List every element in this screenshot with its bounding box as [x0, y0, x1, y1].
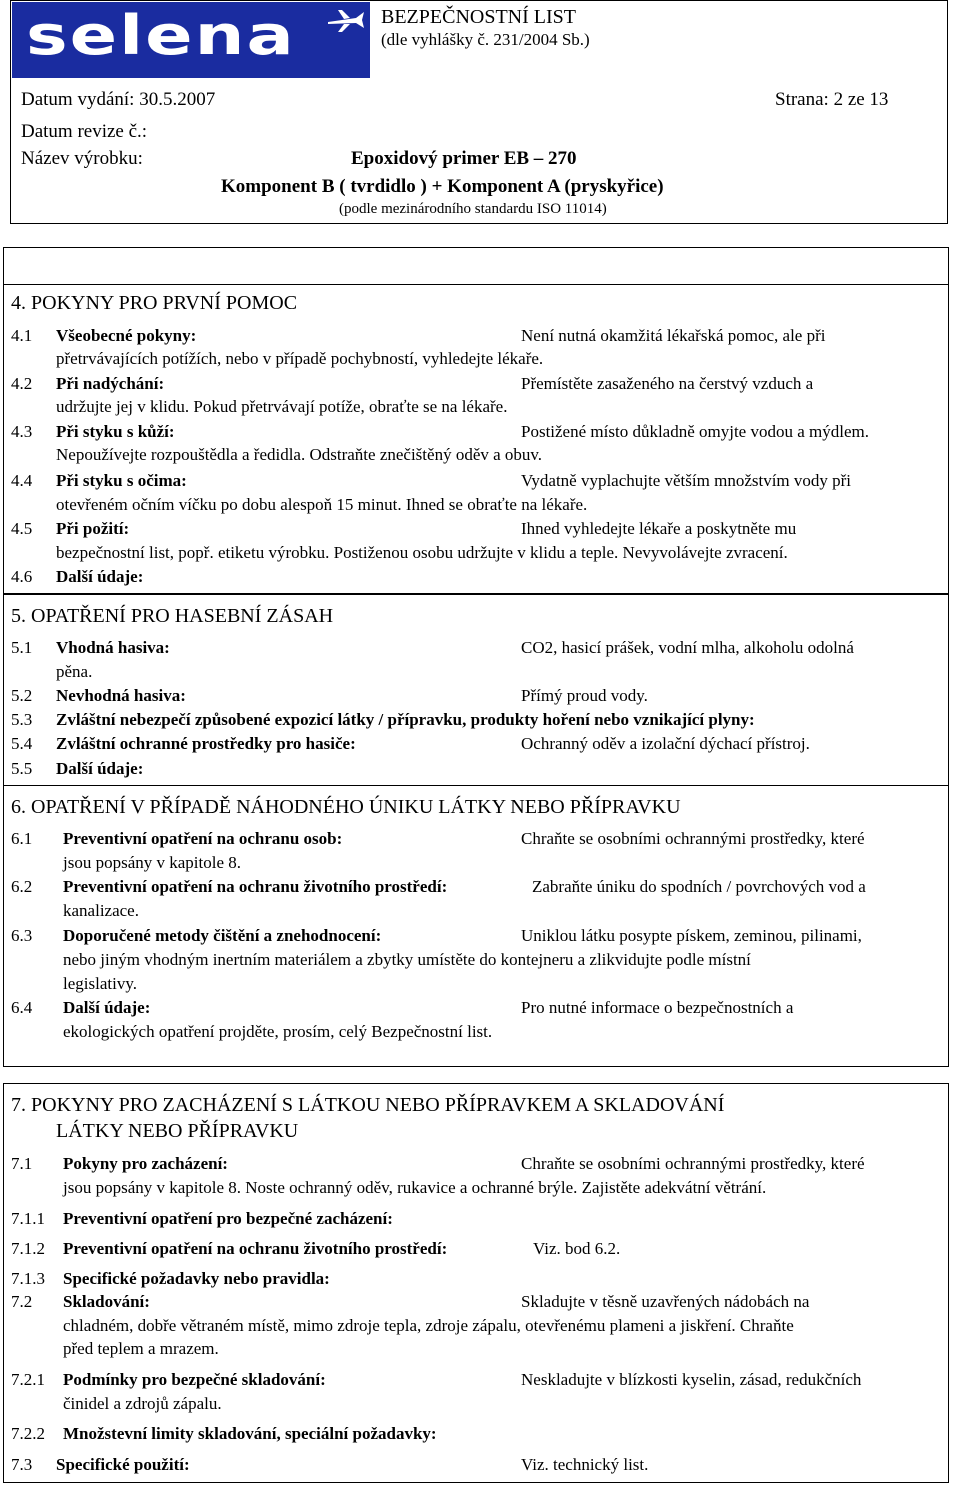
item-label: Při požití:: [56, 519, 130, 538]
item-value: Nepoužívejte rozpouštědla a ředidla. Odstraňte znečištěný oděv a obuv.: [56, 445, 543, 464]
item-value: jsou popsány v kapitole 8.: [63, 853, 242, 872]
item-label: Při styku s očima:: [56, 471, 187, 490]
item-value: Přemístěte zasaženého na čerstvý vzduch a: [521, 374, 814, 393]
item-label: Při styku s kůží:: [56, 422, 175, 441]
item-label: Další údaje:: [63, 998, 151, 1017]
item-value: legislativy.: [63, 974, 137, 993]
item-number: 7.1: [11, 1154, 33, 1173]
item-value: jsou popsány v kapitole 8. Noste ochranný oděv, rukavice a ochranné brýle. Zajistěte adekvátní větrání.: [63, 1178, 767, 1197]
item-label: Všeobecné pokyny:: [56, 326, 197, 345]
item-number: 5.4: [11, 734, 33, 753]
standard-note: (podle mezinárodního standardu ISO 11014): [339, 201, 607, 217]
item-value: Zabraňte úniku do spodních / povrchových vod a: [532, 877, 866, 896]
item-label: Specifické požadavky nebo pravidla:: [63, 1269, 330, 1288]
item-value: bezpečnostní list, popř. etiketu výrobku. Postiženou osobu udržujte v klidu a teple. Nevyvolávejte zvracení.: [56, 543, 788, 562]
airplane-icon: [326, 8, 366, 34]
item-value: Ochranný oděv a izolační dýchací přístroj.: [521, 734, 810, 753]
document-header: [10, 0, 948, 224]
item-number: 4.1: [11, 326, 33, 345]
item-value: otevřeném očním víčku po dobu alespoň 15 minut. Ihned se obraťte na lékaře.: [56, 495, 588, 514]
item-value: Postižené místo důkladně omyjte vodou a mýdlem.: [521, 422, 869, 441]
item-value: Pro nutné informace o bezpečnostních a: [521, 998, 794, 1017]
item-label: Při nadýchání:: [56, 374, 165, 393]
item-value: Uniklou látku posypte pískem, zeminou, pilinami,: [521, 926, 862, 945]
item-label: Nevhodná hasiva:: [56, 686, 186, 705]
item-number: 5.1: [11, 638, 33, 657]
item-value: ekologických opatření projděte, prosím, celý Bezpečnostní list.: [63, 1022, 493, 1041]
item-value: činidel a zdrojů zápalu.: [63, 1394, 222, 1413]
logo-text: selena: [26, 3, 296, 68]
item-label: Další údaje:: [56, 759, 144, 778]
doc-title: BEZPEČNOSTNÍ LIST: [381, 6, 576, 28]
section-6-title: 6. OPATŘENÍ V PŘÍPADĚ NÁHODNÉHO ÚNIKU LÁTKY NEBO PŘÍPRAVKU: [11, 796, 681, 818]
item-value: kanalizace.: [63, 901, 139, 920]
item-value: CO2, hasicí prášek, vodní mlha, alkoholu odolná: [521, 638, 854, 657]
item-value: Viz. technický list.: [521, 1455, 649, 1474]
section-7-title: 7. POKYNY PRO ZACHÁZENÍ S LÁTKOU NEBO PŘÍPRAVKEM A SKLADOVÁNÍ: [11, 1094, 725, 1116]
item-number: 5.3: [11, 710, 33, 729]
item-number: 5.5: [11, 759, 33, 778]
item-value: Přímý proud vody.: [521, 686, 648, 705]
item-label: Skladování:: [63, 1292, 150, 1311]
item-value: nebo jiným vhodným inertním materiálem a zbytky umístěte do kontejneru a zlikvidujte podle místní: [63, 950, 751, 969]
item-number: 7.2: [11, 1292, 33, 1311]
item-label: Preventivní opatření na ochranu osob:: [63, 829, 343, 848]
item-number: 6.2: [11, 877, 33, 896]
section-5-title: 5. OPATŘENÍ PRO HASEBNÍ ZÁSAH: [11, 605, 334, 627]
item-number: 7.1.2: [11, 1239, 45, 1258]
item-label: Pokyny pro zacházení:: [63, 1154, 228, 1173]
item-number: 4.3: [11, 422, 33, 441]
item-label: Vhodná hasiva:: [56, 638, 170, 657]
item-value: Viz. bod 6.2.: [533, 1239, 621, 1258]
item-value: Chraňte se osobními ochrannými prostředky, které: [521, 1154, 865, 1173]
item-value: před teplem a mrazem.: [63, 1339, 219, 1358]
item-value: udržujte jej v klidu. Pokud přetrvávají potíže, obraťte se na lékaře.: [56, 397, 508, 416]
item-number: 7.3: [11, 1455, 33, 1474]
item-number: 6.3: [11, 926, 33, 945]
item-label: Specifické použití:: [56, 1455, 190, 1474]
issue-date: Datum vydání: 30.5.2007: [21, 89, 216, 110]
item-value: Skladujte v těsně uzavřených nádobách na: [521, 1292, 810, 1311]
item-value: přetrvávajících potížích, nebo v případě pochybností, vyhledejte lékaře.: [56, 349, 544, 368]
spacer-box: [3, 247, 949, 285]
item-label: Množstevní limity skladování, speciální požadavky:: [63, 1424, 437, 1443]
item-number: 7.2.1: [11, 1370, 45, 1389]
item-value: pěna.: [56, 662, 93, 681]
item-label: Preventivní opatření na ochranu životního prostředí:: [63, 877, 448, 896]
item-value: Chraňte se osobními ochrannými prostředky, které: [521, 829, 865, 848]
item-number: 4.2: [11, 374, 33, 393]
item-label: Podmínky pro bezpečné skladování:: [63, 1370, 326, 1389]
item-number: 4.4: [11, 471, 33, 490]
item-label: Preventivní opatření na ochranu životního prostředí:: [63, 1239, 448, 1258]
item-label: Zvláštní nebezpečí způsobené expozicí látky / přípravku, produkty hoření nebo vznikající plyny:: [56, 710, 755, 729]
item-label: Doporučené metody čištění a znehodnocení:: [63, 926, 382, 945]
revision-date: Datum revize č.:: [21, 121, 148, 142]
item-value: Vydatně vyplachujte větším množstvím vody při: [521, 471, 852, 490]
product-name: Epoxidový primer EB – 270: [351, 148, 577, 169]
page-number: Strana: 2 ze 13: [775, 89, 889, 110]
product-components: Komponent B ( tvrdidlo ) + Komponent A (pryskyřice): [221, 176, 664, 197]
item-value: Ihned vyhledejte lékaře a poskytněte mu: [521, 519, 797, 538]
item-label: Další údaje:: [56, 567, 144, 586]
item-value: Není nutná okamžitá lékařská pomoc, ale při: [521, 326, 826, 345]
section-4-title: 4. POKYNY PRO PRVNÍ POMOC: [11, 292, 298, 314]
item-number: 7.1.1: [11, 1209, 45, 1228]
item-label: Zvláštní ochranné prostředky pro hasiče:: [56, 734, 356, 753]
selena-logo: [12, 2, 370, 78]
doc-subtitle: (dle vyhlášky č. 231/2004 Sb.): [381, 30, 590, 49]
product-label: Název výrobku:: [21, 148, 143, 169]
item-number: 5.2: [11, 686, 33, 705]
item-number: 6.4: [11, 998, 33, 1017]
item-label: Preventivní opatření pro bezpečné zacházení:: [63, 1209, 393, 1228]
item-number: 4.6: [11, 567, 33, 586]
item-number: 6.1: [11, 829, 33, 848]
item-value: Neskladujte v blízkosti kyselin, zásad, redukčních: [521, 1370, 862, 1389]
item-number: 4.5: [11, 519, 33, 538]
item-value: chladném, dobře větraném místě, mimo zdroje tepla, zdroje zápalu, otevřenému plameni a jiskření. Chraňte: [63, 1316, 794, 1335]
item-number: 7.2.2: [11, 1424, 45, 1443]
item-number: 7.1.3: [11, 1269, 45, 1288]
section-7-title-cont: LÁTKY NEBO PŘÍPRAVKU: [56, 1120, 299, 1142]
